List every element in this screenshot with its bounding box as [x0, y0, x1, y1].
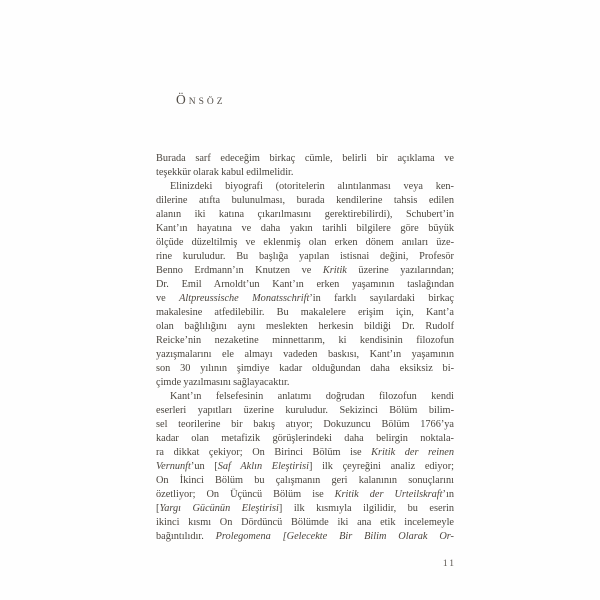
text-segment: dilerine atıfta bulunulması, burada kendilerine tahsis edilen [156, 195, 454, 206]
text-line [156, 460, 454, 474]
text-segment: On İkinci Bölüm bu çalışmanın geri kalanının sonuçlarını [156, 475, 454, 486]
text-line [156, 250, 454, 264]
text-segment: makalesine atfedilebilir. Bu makalelere erişim için, Kant’a [156, 307, 454, 318]
text-segment: [ [156, 503, 160, 514]
italic-text-segment: Kritik der reinen [371, 447, 454, 458]
text-line [156, 264, 454, 278]
text-line [156, 236, 454, 250]
text-line [156, 362, 454, 376]
text-line [156, 516, 454, 530]
text-segment: olan bağlılığını aynı meslekten herkesin bildiği Dr. Rudolf [156, 321, 454, 332]
text-segment: ’un [ [190, 461, 218, 472]
text-line [156, 180, 454, 194]
text-line [156, 152, 454, 166]
text-line [156, 320, 454, 334]
text-line [156, 278, 454, 292]
text-segment: Benno Erdmann’ın Knutzen ve [156, 265, 323, 276]
text-segment: kadar olan metafizik görüşlerindeki daha belirgin noktala- [156, 433, 454, 444]
text-segment: Kant’ın hayatına ve daha yakın tarihli bilgilere göre büyük [156, 223, 454, 234]
text-line [156, 432, 454, 446]
text-line [156, 334, 454, 348]
text-segment: özetliyor; On Üçüncü Bölüm ise [156, 489, 335, 500]
page-number: 11 [442, 559, 456, 569]
text-segment: teşekkür olarak kabul edilmelidir. [156, 167, 294, 178]
text-segment: ’in farklı sayılardaki birkaç [309, 293, 454, 304]
italic-text-segment: [Gelecekte Bir Bilim Olarak Or- [282, 531, 454, 542]
text-line [156, 474, 454, 488]
text-segment: Dr. Emil Arnoldt’un Kant’ın erken yaşamının taslağından [156, 279, 454, 290]
text-segment: Reicke’nin nezaketine minnettarım, ki kendisinin filozofun [156, 335, 454, 346]
text-segment: yazışmalarını ele almayı vadeden baskısı, Kant’ın yaşamının [156, 349, 454, 360]
text-block [156, 152, 454, 544]
text-segment: rine kuruludur. Bu başlığa yapılan istisnai değini, Profesör [156, 251, 454, 262]
text-segment: üzerine yazılarından; [346, 265, 454, 276]
text-segment: ra dikkat çekiyor; On Birinci Bölüm ise [156, 447, 372, 458]
text-line [156, 390, 454, 404]
text-segment: eserleri yapıtları üzerine kuruludur. Sekizinci Bölüm bilim- [156, 405, 454, 416]
italic-text-segment: Kritik der Urteilskraft [334, 489, 443, 500]
text-line [156, 166, 454, 180]
text-segment: çimde yazılmasını sağlayacaktır. [156, 377, 290, 388]
text-line [156, 376, 454, 390]
text-segment: ] ilk kısmıyla ilgilidir, bu eserin [278, 503, 454, 514]
italic-text-segment: Altpreussische Monatsschrift [179, 293, 310, 304]
italic-text-segment: Yargı Gücünün Eleştirisi [159, 503, 279, 514]
text-segment: Kant’ın felsefesinin anlatımı doğrudan filozofun kendi [170, 391, 454, 402]
text-segment: alanın iki katına çıkarılmasını gerektirebilirdi), Schubert’in [156, 209, 454, 220]
text-segment: ikinci kısmı On Dördüncü Bölümde iki ana etik incelemeyle [156, 517, 454, 528]
text-line [156, 222, 454, 236]
text-segment: ölçüde düzeltilmiş ve eklenmiş olan erken dönem anıları üze- [156, 237, 454, 248]
text-segment [271, 531, 283, 542]
text-line [156, 488, 454, 502]
italic-text-segment: Vernunft [156, 461, 191, 472]
text-segment: ’ın [442, 489, 454, 500]
text-segment: sel teorilerine bir bakış atıyor; Dokuzuncu Bölüm 1766’ya [156, 419, 454, 430]
text-line [156, 418, 454, 432]
text-line [156, 404, 454, 418]
italic-text-segment: Saf Aklın Eleştirisi [217, 461, 309, 472]
text-line [156, 502, 454, 516]
text-line [156, 446, 454, 460]
text-segment: bağıntılıdır. [156, 531, 216, 542]
text-segment: son 30 yılının şimdiye kadar olduğundan daha eksiksiz bi- [156, 363, 454, 374]
text-segment: Elinizdeki biyografi (otoritelerin alıntılanması veya ken- [170, 181, 454, 192]
page-heading: ÖNSÖZ [176, 92, 226, 107]
italic-text-segment: Prolegomena [215, 531, 271, 542]
italic-text-segment: Kritik [322, 265, 347, 276]
text-line [156, 292, 454, 306]
text-line [156, 194, 454, 208]
text-segment: Burada sarf edeceğim birkaç cümle, belirli bir açıklama ve [156, 153, 454, 164]
text-line [156, 348, 454, 362]
text-line [156, 530, 454, 544]
text-segment: ve [156, 293, 180, 304]
text-line [156, 208, 454, 222]
text-segment: ] ilk çeyreğini analiz ediyor; [308, 461, 454, 472]
text-line [156, 306, 454, 320]
